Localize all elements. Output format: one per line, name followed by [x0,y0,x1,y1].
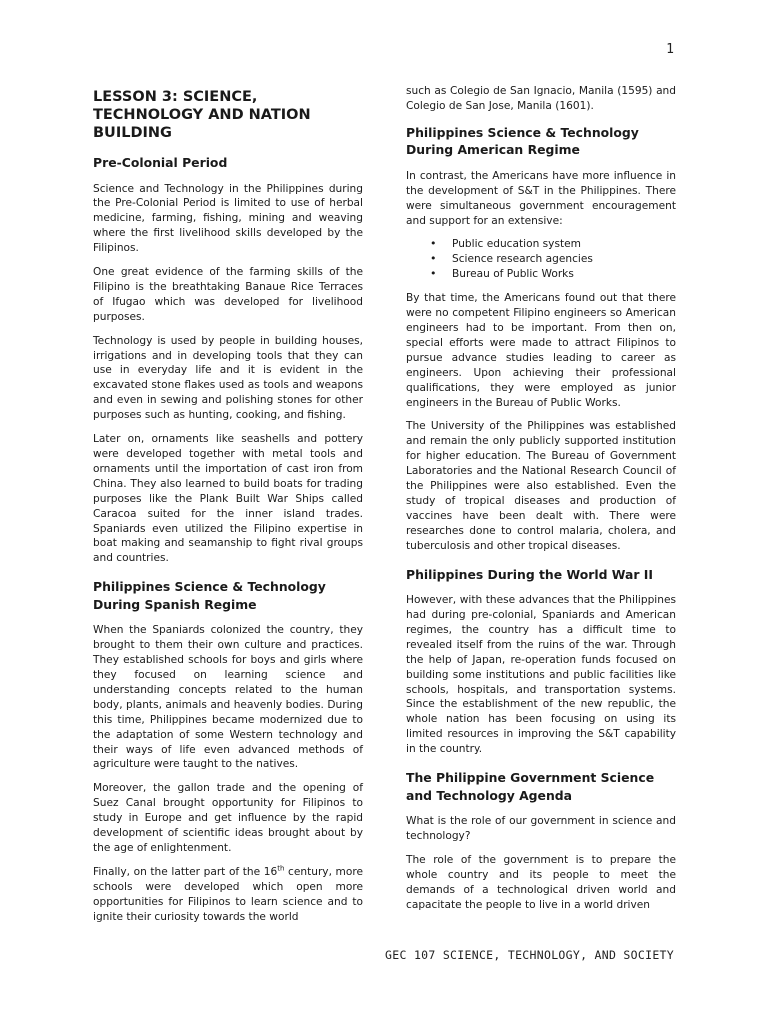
paragraph: In contrast, the Americans have more influence in the development of S&T in the Philippines. There were simultaneous government encouragement and support for an extensive: [406,169,676,227]
list-item: • Bureau of Public Works [452,267,676,282]
paragraph: The role of the government is to prepare the whole country and its people to meet the demands of a technological driven world and capacitate the people to live in a world driven [406,853,676,911]
paragraph: The University of the Philippines was established and remain the only publicly supported institution for higher education. The Bureau of Government Laboratories and the National Research Council of the Philippines were also established. Even the study of tropical diseases and production of vaccines have been dealt with. There were researches done to control malaria, cholera, and tuberculosis and other tropical diseases. [406,420,676,552]
paragraph: However, with these advances that the Philippines had during pre-colonial, Spaniards and American regimes, the country has a difficult time to revealed itself from the ruins of the war. Through the help of Japan, re-operation funds focused on building some institutions and public facilities like schools, hospitals, and transportation systems. Since the establishment of the new republic, the whole nation has been focusing on using its limited resources in improving the S&T capability in the country. [406,594,676,756]
paragraph: When the Spaniards colonized the country, they brought to them their own culture and practices. They established schools for boys and girls where they focused on learning science and understanding concepts related to the human body, plants, animals and heavenly bodies. During this time, Philippines became modernized due to the adaptation of some Western technology and their ways of life even advanced methods of agriculture were taught to the natives. [93,624,363,771]
heading-world-war-ii: Philippines During the World War II [406,566,653,582]
list-item: • Science research agencies [452,252,676,267]
ordinal-superscript: th [277,864,285,873]
heading-pre-colonial: Pre-Colonial Period [93,155,228,170]
heading-spanish-regime: Philippines Science & Technology During Spanish Regime [93,579,326,612]
right-column [406,84,676,921]
paragraph-text: century, more schools were developed which open more opportunities for Filipinos to learn science and to ignite their curiosity towards the world [93,865,363,923]
left-column [93,84,363,933]
lesson-title: LESSON 3: SCIENCE, TECHNOLOGY AND NATION BUILDING [93,89,311,141]
paragraph [93,865,363,925]
paragraph: By that time, the Americans found out that there were no competent Filipino engineers so American engineers had to be important. From then on, special efforts were made to attract Filipinos to pursue advance studies leading to career as engineers. Upon achieving their professional qualifications, they were employed as junior engineers in the Bureau of Public Works. [406,292,676,409]
paragraph-continued: such as Colegio de San Ignacio, Manila (1595) and Colegio de San Jose, Manila (1601). [406,85,676,112]
page-footer: GEC 107 SCIENCE, TECHNOLOGY, AND SOCIETY [385,948,674,962]
bullet-list [406,237,676,282]
paragraph-text: Finally, on the latter part of the 16 [93,865,278,878]
list-item: • Public education system [452,237,676,252]
paragraph: One great evidence of the farming skills of the Filipino is the breathtaking Banaue Rice Terraces of Ifugao which was developed for livelihood purposes. [93,266,363,323]
paragraph: Science and Technology in the Philippines during the Pre-Colonial Period is limited to use of herbal medicine, farming, fishing, mining and weaving where the first livelihood skills developed by the Filipinos. [93,182,363,255]
paragraph: Moreover, the gallon trade and the opening of Suez Canal brought opportunity for Filipinos to study in Europe and get influence by the rapid development of scientific ideas brought about by the age of enlightenment. [93,782,363,854]
heading-american-regime: Philippines Science & Technology During American Regime [406,124,639,158]
page-number: 1 [666,42,674,57]
paragraph: What is the role of our government in science and technology? [406,815,676,842]
paragraph: Later on, ornaments like seashells and pottery were developed together with metal tools and ornaments until the importation of cast iron from China. They also learned to build boats for trading purposes like the Plank Built War Ships called Caracoa suited for the inner island trades. Spaniards even utilized the Filipino expertise in boat making and seamanship to fight rival groups and countries. [93,433,363,565]
heading-government-agenda: The Philippine Government Science and Technology Agenda [406,770,655,803]
paragraph: Technology is used by people in building houses, irrigations and in developing tools that they can use in everyday life and it is evident in the excavated stone flakes used as tools and weapons and even in sewing and polishing stones for other purposes such as hunting, cooking, and fishing. [93,334,363,422]
